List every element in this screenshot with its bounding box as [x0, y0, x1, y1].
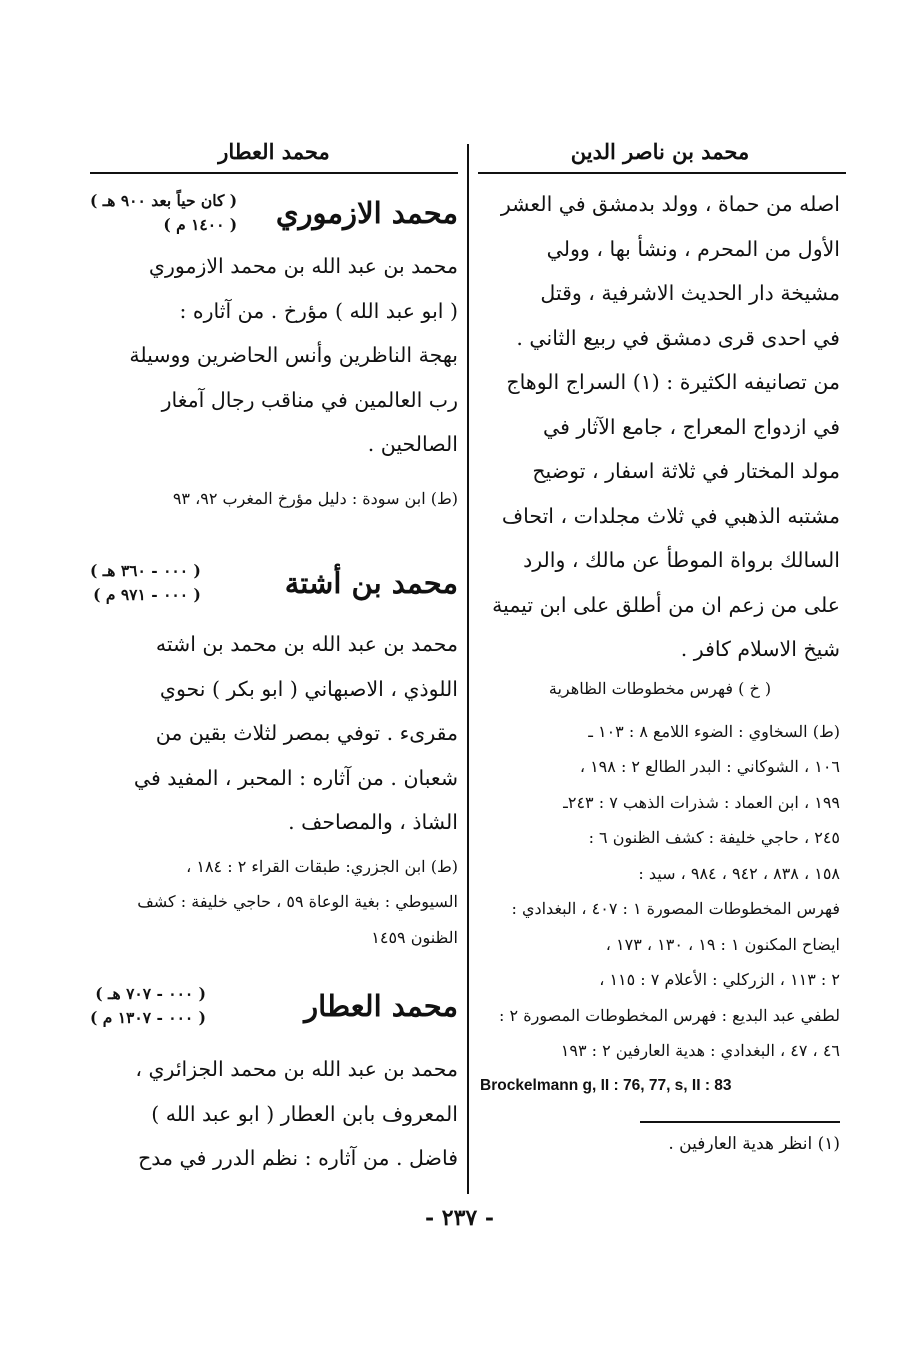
source-note: ( خ ) فهرس مخطوطات الظاهرية [548, 678, 772, 698]
entry-dates [90, 982, 206, 1030]
entry-attar [90, 975, 458, 1181]
running-head-right: محمد بن ناصر الدين [570, 139, 750, 164]
text-line: بهجة الناظرين وأنس الحاضرين ووسيلة [129, 343, 458, 367]
text-line: محمد بن عبد الله بن محمد بن اشته [155, 632, 458, 656]
entry-name: محمد الازموري [275, 196, 458, 230]
text-line: ايضاح المكنون ١ : ١٩ ، ١٣٠ ، ١٧٣ ، [605, 934, 840, 954]
entry-dates [90, 189, 237, 237]
text-line: شيخ الاسلام كافر . [680, 637, 840, 661]
text-line: ( ابو عبد الله ) مؤرخ . من آثاره : [179, 298, 458, 323]
text-line: ٤٦ ، ٤٧ ، البغدادي : هدية العارفين ٢ : ١٩٣ [560, 1041, 840, 1060]
entry-paragraph [90, 1047, 458, 1181]
text-line: محمد بن عبد الله بن محمد الجزائري ، [135, 1057, 458, 1081]
references [480, 714, 840, 1069]
header-rule-left [90, 172, 458, 174]
text-line: المعروف بابن العطار ( ابو عبد الله ) [151, 1101, 458, 1126]
entry-paragraph [90, 244, 458, 467]
entry-name: محمد العطار [304, 989, 458, 1023]
date-hijri: ( ٠٠٠ - ٧٠٧ هـ ) [95, 984, 206, 1003]
left-column [90, 132, 458, 1181]
main-paragraph [480, 182, 840, 672]
column-divider [467, 144, 469, 1194]
text-line: اللوذي ، الاصبهاني ( ابو بكر ) نحوي [159, 676, 458, 701]
text-line: لطفي عبد البديع : فهرس المخطوطات المصورة ٢ : [499, 1005, 840, 1025]
entry-paragraph [90, 622, 458, 845]
footnote: (١) انظر هدية العارفين . [668, 1133, 840, 1154]
text-line: ١٩٩ ، ابن العماد : شذرات الذهب ٧ : ٢٤٣ـ [563, 792, 840, 812]
footnote-rule [640, 1121, 840, 1123]
right-column [480, 132, 840, 1159]
entry-name: محمد بن أشتة [284, 566, 458, 600]
text-line: ١٥٨ ، ٨٣٨ ، ٩٤٢ ، ٩٨٤ ، سيد : [638, 863, 840, 883]
text-line: (ط) السخاوي : الضوء اللامع ٨ : ١٠٣ ـ [588, 721, 840, 741]
text-line: الأول من المحرم ، ونشأ بها ، وولي [546, 236, 840, 261]
page-number: - ٢٣٧ - [424, 1205, 495, 1231]
entry-azmouri [90, 182, 458, 516]
text-line: فاضل . من آثاره : نظم الدرر في مدح [138, 1146, 458, 1170]
date-gregorian: ( ٠٠٠ - ١٣٠٧ م ) [90, 1008, 206, 1027]
date-gregorian: ( ١٤٠٠ م ) [163, 215, 238, 234]
text-line: (ط) ابن الجزري: طبقات القراء ٢ : ١٨٤ ، [186, 856, 458, 876]
text-line: رب العالمين في مناقب رجال آمغار [161, 387, 458, 412]
header-rule-right [478, 172, 846, 174]
text-line: السيوطي : بغية الوعاة ٥٩ ، حاجي خليفة : كشف [137, 892, 458, 911]
text-line: شعبان . من آثاره : المحبر ، المفيد في [133, 765, 458, 790]
date-hijri: ( ٠٠٠ - ٣٦٠ هـ ) [90, 561, 201, 580]
text-line: مقرىء . توفي بمصر لثلاث بقين من [155, 721, 458, 745]
text-line: فهرس المخطوطات المصورة ١ : ٤٠٧ ، البغدادي : [511, 899, 840, 918]
text-line: من تصانيفه الكثيرة : (١) السراج الوهاج [506, 370, 840, 394]
text-line: في ازدواج المعراج ، جامع الآثار في [542, 414, 840, 439]
text-line: في احدى قرى دمشق في ربيع الثاني . [516, 325, 840, 350]
text-line: (ط) ابن سودة : دليل مؤرخ المغرب ٩٢، ٩٣ [172, 488, 458, 508]
text-line: اصله من حماة ، وولد بدمشق في العشر [500, 192, 840, 216]
text-line: محمد بن عبد الله بن محمد الازموري [148, 254, 458, 278]
text-line: الصالحين . [367, 432, 458, 456]
text-line: مشيخة دار الحديث الاشرفية ، وقتل [540, 281, 840, 305]
entry-ashtah [90, 552, 458, 955]
running-head-left: محمد العطار [218, 139, 330, 164]
date-gregorian: ( ٠٠٠ - ٩٧١ م ) [93, 585, 201, 604]
date-hijri: ( كان حياً بعد ٩٠٠ هـ ) [90, 191, 238, 210]
text-line: ٢ : ١١٣ ، الزركلي : الأعلام ٧ : ١١٥ ، [599, 970, 840, 989]
text-line: مولد المختار في ثلاثة اسفار ، توضيح [532, 459, 840, 483]
text-line: الظنون ١٤٥٩ [371, 927, 458, 947]
entry-references [90, 481, 458, 517]
entry-dates [90, 559, 201, 607]
text-line: مشتبه الذهبي في ثلاث مجلدات ، اتحاف [501, 503, 840, 528]
text-line: ١٠٦ ، الشوكاني : البدر الطالع ٢ : ١٩٨ ، [579, 757, 840, 776]
text-line: السالك برواة الموطأ عن مالك ، والرد [523, 548, 840, 572]
text-line: على من زعم ان من أطلق على ابن تيمية [492, 592, 840, 617]
text-line: ٢٤٥ ، حاجي خليفة : كشف الظنون ٦ : [588, 828, 840, 847]
entry-references [90, 849, 458, 956]
latin-reference: Brockelmann g, II : 76, 77, s, II : 83 [480, 1076, 732, 1094]
text-line: الشاذ ، والمصاحف . [288, 810, 458, 834]
